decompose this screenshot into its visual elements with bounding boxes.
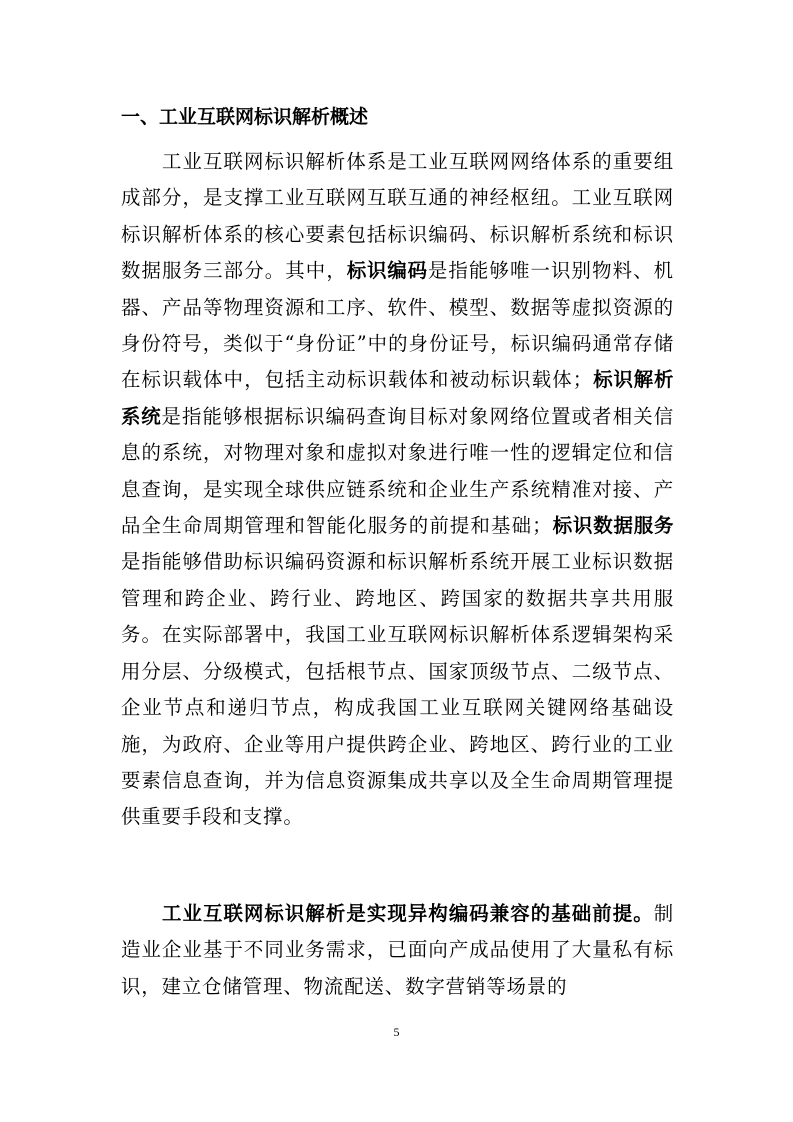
term-data-service: 标识数据服务 (552, 514, 674, 538)
paragraph-text: 制造业企业基于不同业务需求，已面向产成品使用了大量私有标识，建立仓储管理、物流配送、数字营销等场景的 (121, 902, 674, 998)
paragraph-text: 是指能够唯一识别物料、机器、产品等物理资源和工序、软件、模型、数据等虚拟资源的身份符号，类似于“身份证”中的身份证号，标识编码通常存储在标识载体中，包括主动标识载体和被动标识载体； (121, 259, 674, 392)
paragraph-text: 是指能够借助标识编码资源和标识解析系统开展工业标识数据管理和跨企业、跨行业、跨地区、跨国家的数据共享共用服务。在实际部署中，我国工业互联网标识解析体系逻辑架构采用分层、分级模式，包括根节点、国家顶级节点、二级节点、企业节点和递归节点，构成我国工业互联网关键网络基础设施，为政府、企业等用户提供跨企业、跨地区、跨行业的工业要素信息查询，并为信息资源集成共享以及全生命周期管理提供重要手段和支撑。 (121, 550, 674, 829)
term-resolution-system: 标识解析系统 (121, 368, 675, 428)
term-identifier-encoding: 标识编码 (346, 259, 428, 283)
paragraph-text: 工业互联网标识解析体系是工业互联网网络体系的重要组成部分，是支撑工业互联网互联互通的神经枢纽。工业互联网标识解析体系的核心要素包括标识编码、标识解析系统和标识数据服务三部分。其中， (121, 150, 674, 283)
section-heading: 一、工业互联网标识解析概述 (121, 106, 369, 128)
paragraph-text: 是指能够根据标识编码查询目标对象网络位置或者相关信息的系统，对物理对象和虚拟对象进行唯一性的逻辑定位和信息查询，是实现全球供应链系统和企业生产系统精准对接、产品全生命周期管理和智能化服务的前提和基础； (121, 404, 675, 538)
paragraph-lead-sentence: 工业互联网标识解析是实现异构编码兼容的基础前提。 (162, 902, 654, 925)
paragraph-heterogeneous-encoding (121, 896, 674, 1005)
paragraph-identifier-resolution-overview (121, 144, 674, 836)
page-number: 5 (393, 1025, 400, 1039)
